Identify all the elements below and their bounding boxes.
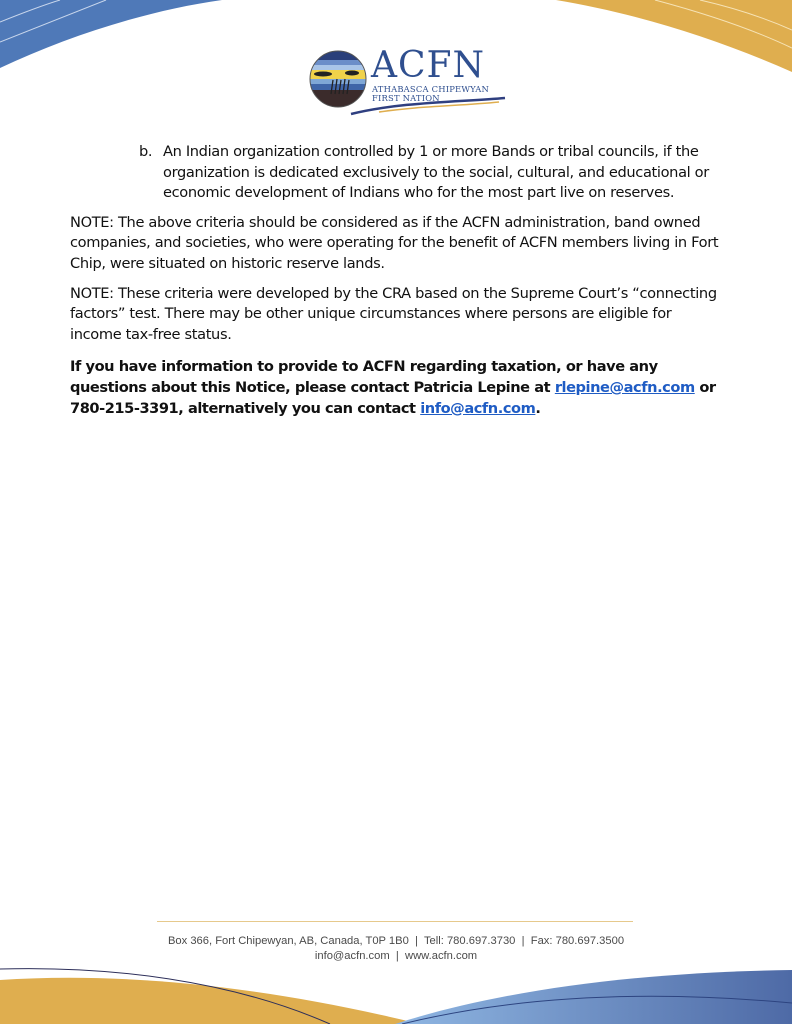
note-paragraph-1: NOTE: The above criteria should be considered as if the ACFN administration, band owned companies, and societies, who were operating for the benefit of ACFN members living in Fort Chip, were situated on historic reserve lands. [70, 213, 719, 272]
contact-text-1: If you have information to provide to ACFN regarding taxation, or have any questions about this Notice, please contact Patricia Lepine at [70, 358, 658, 396]
list-marker: b. [139, 143, 153, 160]
email-link-rlepine[interactable]: rlepine@acfn.com [554, 378, 695, 396]
contact-text-2: or 780-215-3391, alternatively you can contact [70, 378, 716, 417]
logo-swoosh [349, 96, 509, 118]
email-link-info[interactable]: info@acfn.com [420, 399, 536, 417]
contact-paragraph [70, 357, 726, 419]
contact-text-3: . [535, 399, 541, 417]
bottom-gold-swoosh [0, 978, 420, 1024]
top-left-blue-swoosh [0, 0, 222, 68]
footer-divider [157, 921, 633, 922]
note-paragraph-2: NOTE: These criteria were developed by the CRA based on the Supreme Court’s “connecting factors” test. There may be other unique circumstances where persons are eligible for income tax-free status. [70, 284, 717, 343]
footer-line-1: Box 366, Fort Chipewyan, AB, Canada, T0P 1B0 | Tell: 780.697.3730 | Fax: 780.697.3500 [167, 935, 625, 947]
logo-subtitle-line1: ATHABASCA CHIPEWYAN [372, 84, 490, 94]
document-body [70, 142, 726, 428]
footer-line-2: info@acfn.com | www.acfn.com [314, 950, 478, 962]
footer-address [140, 934, 652, 964]
acfn-logo [309, 45, 509, 120]
criteria-list-item-b [70, 142, 726, 204]
list-item-text: An Indian organization controlled by 1 or more Bands or tribal councils, if the organization is dedicated exclusively to the social, cultural, and educational or economic development of Indians who for the most part live on reserves. [163, 143, 709, 202]
logo-title: ACFN [371, 45, 486, 86]
top-right-gold-swoosh [556, 0, 792, 72]
bottom-blue-swoosh [395, 970, 792, 1024]
logo-subtitle-line2: FIRST NATION [372, 93, 440, 103]
